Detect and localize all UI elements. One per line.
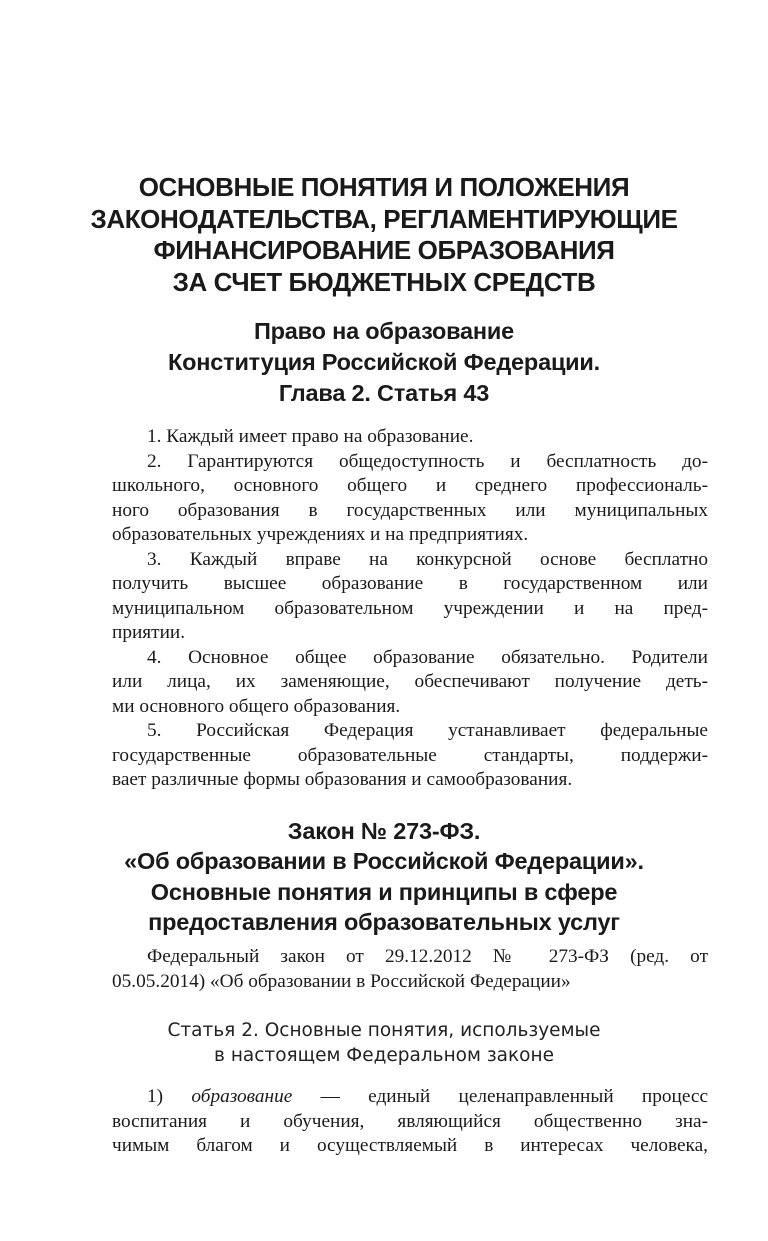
text-line: приятии. xyxy=(112,622,186,643)
text-line: 4. Основное общее образование обязательно. Родители xyxy=(147,646,708,668)
text-line: получить высшее образование в государственном или xyxy=(112,573,708,594)
text-line: образовательных учреждениях и на предприятиях. xyxy=(112,524,529,545)
text-line: школьного, основного общего и среднего профессиональ- xyxy=(112,475,708,496)
text-line: 05.05.2014) «Об образовании в Российской Федерации» xyxy=(112,970,571,992)
text-line: воспитания и обучения, являющийся общественно зна- xyxy=(112,1110,708,1132)
heading-line: Основные понятия и принципы в сфере xyxy=(150,878,618,905)
text-line: ми основного общего образования. xyxy=(112,695,401,717)
text-line: вает различные формы образования и самообразования. xyxy=(112,769,573,790)
text-line: 1. Каждый имеет право на образование. xyxy=(147,426,474,447)
main-title-line: ОСНОВНЫЕ ПОНЯТИЯ И ПОЛОЖЕНИЯ xyxy=(138,172,630,202)
article-2-text xyxy=(112,1085,708,1159)
heading-line: Закон № 273-ФЗ. xyxy=(287,818,481,844)
law-reference xyxy=(112,945,708,994)
text-line: ного образования в государственных или муниципальных xyxy=(112,499,708,521)
section1-heading xyxy=(0,316,768,409)
main-title-line: ФИНАНСИРОВАНИЕ ОБРАЗОВАНИЯ xyxy=(153,235,615,266)
main-title-line: ЗА СЧЕТ БЮДЖЕТНЫХ СРЕДСТВ xyxy=(172,267,596,298)
main-title-line: ЗАКОНОДАТЕЛЬСТВА, РЕГЛАМЕНТИРУЮЩИЕ xyxy=(90,203,678,234)
text-segment: 1) xyxy=(147,1086,192,1107)
text-line: муниципальном образовательном учреждении и на пред- xyxy=(112,597,708,619)
text-line: или лица, их заменяющие, обеспечивают получение деть- xyxy=(112,671,708,692)
text-line: 2. Гарантируются общедоступность и бесплатность до- xyxy=(147,450,708,472)
text-line: 3. Каждый вправе на конкурсной основе бесплатно xyxy=(147,548,708,570)
heading-line: Глава 2. Статья 43 xyxy=(278,380,490,406)
section2-heading xyxy=(0,816,768,937)
article-43-text xyxy=(112,425,708,793)
heading-line: Право на образование xyxy=(253,318,515,344)
text-line xyxy=(112,1085,708,1110)
heading-line: Конституция Российской Федерации. xyxy=(167,349,601,375)
heading-line: «Об образовании в Российской Федерации». xyxy=(124,848,644,875)
heading-line: в настоящем Федеральном законе xyxy=(214,1045,554,1066)
text-line: 5. Российская Федерация устанавливает федеральные xyxy=(147,720,708,741)
defined-term: образование xyxy=(191,1086,293,1107)
text-line: чимым благом и осуществляемый в интересах человека, xyxy=(112,1135,708,1156)
main-title xyxy=(0,172,768,299)
heading-line: предоставления образовательных услуг xyxy=(148,908,620,935)
heading-line: Статья 2. Основные понятия, используемые xyxy=(167,1020,601,1041)
text-line: Федеральный закон от 29.12.2012 № 273-ФЗ (ред. от xyxy=(147,946,708,967)
text-segment: — единый целенаправленный процесс xyxy=(292,1086,709,1107)
article-2-heading xyxy=(0,1018,768,1068)
text-line: государственные образовательные стандарты, поддержи- xyxy=(112,744,708,766)
